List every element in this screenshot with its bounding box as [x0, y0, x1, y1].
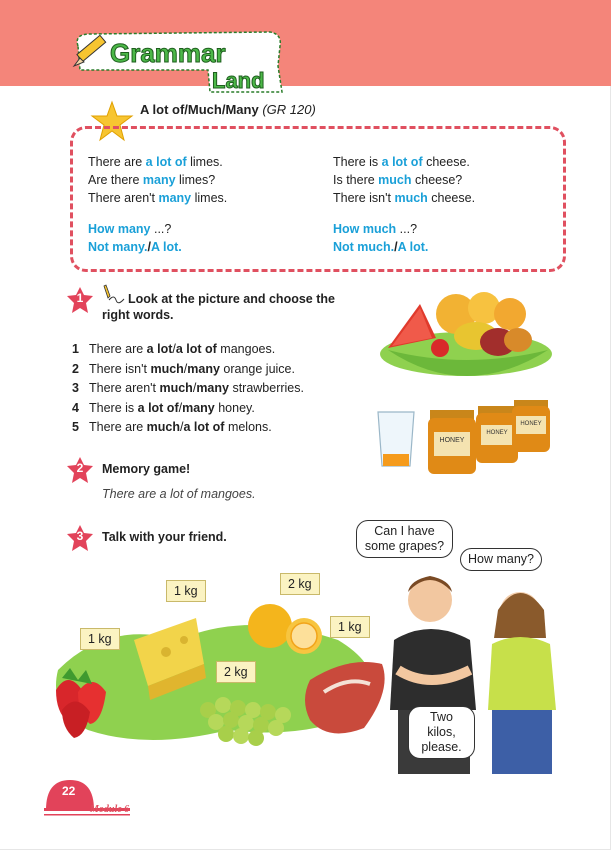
grammar-title-text: A lot of/Much/Many	[140, 102, 259, 117]
word-choice[interactable]: much	[150, 361, 184, 376]
item-text: mangoes.	[216, 342, 276, 356]
item-number: 2	[72, 361, 79, 376]
girl	[488, 592, 556, 774]
item-text: /	[180, 420, 184, 435]
exercise-1-item	[72, 379, 304, 399]
logo-word-grammar: Grammar	[110, 38, 226, 68]
grammar-column-uncountable	[333, 153, 475, 256]
exercise-1-title-line2: right words.	[102, 308, 174, 322]
price-tag-grapes: 2 kg	[216, 661, 256, 683]
exercise-1-items	[72, 340, 304, 438]
word-choice[interactable]: a lot of	[175, 342, 217, 356]
price-tag-cheese: 1 kg	[166, 580, 206, 602]
word-choice[interactable]: a lot of	[183, 420, 225, 435]
question-line: How much ...?	[333, 222, 418, 236]
question-line: How many ...?	[88, 222, 172, 236]
price-tag-strawberries: 1 kg	[80, 628, 120, 650]
item-text: There is	[89, 400, 138, 415]
grammar-column-countable	[88, 153, 227, 256]
logo-word-land: Land	[212, 68, 265, 93]
item-text: strawberries.	[228, 381, 304, 396]
honey-jar	[476, 406, 518, 463]
item-text: /	[178, 400, 183, 415]
item-text: melons.	[224, 420, 272, 435]
exercise-1-number: 1	[66, 286, 94, 314]
item-text: honey.	[214, 400, 255, 415]
item-text: There isn't	[89, 361, 151, 376]
exercise-1-item	[72, 360, 304, 380]
speech-bubble-girl: How many?	[460, 548, 542, 571]
word-choice[interactable]: much	[146, 420, 181, 435]
exercise-1-item	[72, 399, 304, 419]
exercise-1-item	[72, 340, 304, 360]
price-tag-meat: 1 kg	[330, 616, 370, 638]
example-line: There is a lot of cheese.	[333, 155, 470, 169]
grammar-reference: (GR 120)	[262, 102, 316, 117]
price-tag-oranges: 2 kg	[280, 573, 320, 595]
item-text: There aren't	[89, 381, 160, 396]
item-number: 1	[72, 342, 79, 356]
food-scene-image	[48, 560, 388, 760]
answer-line: Not much./A lot.	[333, 240, 429, 254]
word-choice[interactable]: many	[182, 400, 215, 415]
exercise-2-number: 2	[66, 456, 94, 484]
fruit-bowl-image	[378, 284, 558, 386]
exercise-1-title-line1: Look at the picture and choose the	[128, 292, 335, 306]
exercise-1-item	[72, 418, 304, 438]
speech-bubble-reply: Two kilos, please.	[408, 706, 475, 759]
svg-text:HONEY: HONEY	[439, 437, 465, 444]
word-choice[interactable]: many	[187, 361, 220, 376]
item-text: /	[192, 381, 197, 396]
grammar-land-logo	[70, 26, 285, 96]
item-text: /	[183, 361, 188, 376]
word-choice[interactable]: many	[196, 381, 229, 396]
item-text: There are	[89, 342, 147, 356]
svg-text:HONEY: HONEY	[520, 421, 542, 427]
item-text: There are	[89, 420, 147, 435]
exercise-2-title: Memory game!	[102, 462, 191, 476]
answer-line: Not many./A lot.	[88, 240, 182, 254]
exercise-3-title: Talk with your friend.	[102, 530, 227, 544]
grammar-title	[140, 102, 316, 117]
page-number: 22	[62, 784, 76, 798]
word-choice[interactable]: a lot of	[137, 400, 179, 415]
example-line: Are there many limes?	[88, 173, 216, 187]
example-line: There aren't many limes.	[88, 191, 228, 205]
example-line: There are a lot of limes.	[88, 155, 223, 169]
svg-text:HONEY: HONEY	[486, 430, 508, 436]
word-choice[interactable]: a lot	[146, 342, 173, 356]
module-label: Module 6	[90, 804, 130, 815]
honey-jar	[428, 410, 476, 474]
exercise-2-example: There are a lot of mangoes.	[102, 487, 256, 501]
exercise-3-number: 3	[66, 524, 94, 552]
honey-jar	[512, 400, 550, 452]
item-text: /	[172, 342, 176, 356]
word-choice[interactable]: much	[159, 381, 193, 396]
item-number: 5	[72, 420, 79, 435]
item-number: 4	[72, 400, 79, 415]
example-line: There isn't much cheese.	[333, 191, 476, 205]
example-line: Is there much cheese?	[333, 173, 463, 187]
item-number: 3	[72, 381, 79, 396]
speech-bubble-boy: Can I have some grapes?	[356, 520, 453, 558]
pencil-write-icon	[100, 284, 128, 306]
glass-and-honey-jars-image	[374, 398, 554, 478]
item-text: orange juice.	[219, 361, 295, 376]
